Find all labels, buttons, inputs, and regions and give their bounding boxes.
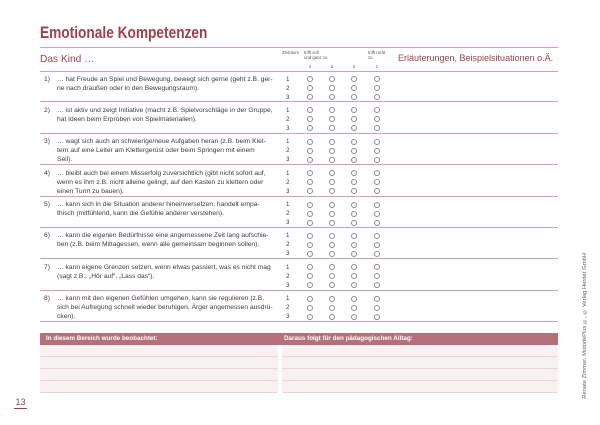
notes-cell <box>398 261 558 289</box>
page-number: 13 <box>15 397 26 407</box>
rating-radio-4[interactable] <box>307 179 313 185</box>
rating-radio-1[interactable] <box>374 211 380 217</box>
observed-field-line <box>40 357 278 369</box>
scale-value-1: 1 <box>375 64 379 69</box>
item-number: 2) <box>44 106 50 114</box>
rating-radio-3[interactable] <box>329 220 335 226</box>
rating-radio-3[interactable] <box>329 125 335 131</box>
item-number: 7) <box>44 263 50 271</box>
subject-heading: Das Kind … <box>40 53 95 65</box>
observed-field-line <box>40 369 278 381</box>
period-row-3 <box>283 312 383 321</box>
rating-radio-2[interactable] <box>351 202 357 208</box>
rating-radio-3[interactable] <box>329 314 335 320</box>
rating-radio-3[interactable] <box>329 188 335 194</box>
notes-cell <box>398 136 558 164</box>
item-2 <box>0 102 600 133</box>
period-label: 1 <box>286 263 290 271</box>
period-label: 2 <box>286 304 290 312</box>
rating-radio-3[interactable] <box>329 148 335 154</box>
period-row-3 <box>283 124 383 133</box>
item-statement: … ist aktiv und zeigt Initiative (macht z.B. Spielvorschläge in der Gruppe, hat Ideen beim Erproben von Spielmaterialien). <box>57 106 273 123</box>
rating-radio-2[interactable] <box>351 116 357 122</box>
period-row-2 <box>283 146 383 155</box>
period-column-header: Zeitraum <box>282 49 299 55</box>
period-row-3 <box>283 155 383 164</box>
rating-radio-1[interactable] <box>374 296 380 302</box>
rating-radio-2[interactable] <box>351 125 357 131</box>
item-number: 1) <box>44 75 50 83</box>
period-row-1 <box>283 200 383 209</box>
rating-radio-2[interactable] <box>351 139 357 145</box>
rating-radio-3[interactable] <box>329 76 335 82</box>
notes-cell <box>398 199 558 227</box>
rating-radio-4[interactable] <box>307 233 313 239</box>
period-row-3 <box>283 187 383 196</box>
item-number: 3) <box>44 138 50 146</box>
rating-radio-1[interactable] <box>374 139 380 145</box>
item-statement: … kann sich in die Situation anderer hineinversetzen, handelt empa- thisch (mitfühlend, kann die Gefühle anderer verstehen). <box>57 201 260 217</box>
summary-fields <box>40 345 558 393</box>
rating-radio-4[interactable] <box>307 107 313 113</box>
rating-radio-2[interactable] <box>351 233 357 239</box>
rating-radio-2[interactable] <box>351 94 357 100</box>
notes-cell <box>398 73 558 101</box>
notes-cell <box>398 293 558 321</box>
period-row-2 <box>283 209 383 218</box>
consequence-label: Daraus folgt für den pädagogischen Alltag: <box>284 335 413 342</box>
period-row-2 <box>283 115 383 124</box>
rating-radio-3[interactable] <box>329 273 335 279</box>
rating-radio-1[interactable] <box>374 233 380 239</box>
item-rule <box>40 321 558 322</box>
rating-radio-1[interactable] <box>374 179 380 185</box>
rating-radio-1[interactable] <box>374 94 380 100</box>
rating-radio-4[interactable] <box>307 148 313 154</box>
rating-radio-2[interactable] <box>351 282 357 288</box>
rating-radio-4[interactable] <box>307 296 313 302</box>
item-list <box>0 71 600 322</box>
rating-radio-2[interactable] <box>351 264 357 270</box>
period-row-1 <box>283 294 383 303</box>
scale-low-label: trifft nicht zu <box>368 49 386 60</box>
period-row-2 <box>283 178 383 187</box>
rating-radio-3[interactable] <box>329 233 335 239</box>
period-row-2 <box>283 240 383 249</box>
rating-radio-4[interactable] <box>307 264 313 270</box>
rating-radio-4[interactable] <box>307 202 313 208</box>
item-statement: … kann die eigenen Bedürfnisse eine angemessene Zeit lang aufschie- ben (z.B. beim Mittagessen, wenn alle gemeinsam beginnen sollen). <box>57 232 269 249</box>
rating-radio-4[interactable] <box>307 85 313 91</box>
period-row-1 <box>283 169 383 178</box>
item-number: 6) <box>44 232 50 240</box>
rating-radio-4[interactable] <box>307 76 313 82</box>
rating-radio-4[interactable] <box>307 305 313 311</box>
rating-radio-3[interactable] <box>329 305 335 311</box>
rating-radio-4[interactable] <box>307 157 313 163</box>
period-row-1 <box>283 137 383 146</box>
rating-radio-2[interactable] <box>351 314 357 320</box>
rating-radio-4[interactable] <box>307 314 313 320</box>
rating-radio-4[interactable] <box>307 273 313 279</box>
period-label: 1 <box>286 138 290 146</box>
consequence-field-line <box>282 357 558 369</box>
rating-radio-1[interactable] <box>374 76 380 82</box>
rating-radio-2[interactable] <box>351 211 357 217</box>
rating-radio-3[interactable] <box>329 107 335 113</box>
item-number: 8) <box>44 295 50 303</box>
rating-radio-1[interactable] <box>374 314 380 320</box>
notes-cell <box>398 104 558 132</box>
rating-radio-3[interactable] <box>329 202 335 208</box>
period-label: 2 <box>286 147 290 155</box>
rating-radio-1[interactable] <box>374 264 380 270</box>
consequence-field-line <box>282 369 558 381</box>
rating-radio-3[interactable] <box>329 170 335 176</box>
rating-radio-3[interactable] <box>329 94 335 100</box>
period-label: 3 <box>286 313 290 321</box>
period-row-3 <box>283 93 383 102</box>
period-label: 3 <box>286 93 290 101</box>
title-rule <box>40 47 558 48</box>
rating-radio-3[interactable] <box>329 211 335 217</box>
notes-column-header: Erläuterungen, Beispielsituationen o.Ä. <box>398 53 554 63</box>
rating-radio-3[interactable] <box>329 264 335 270</box>
period-label: 3 <box>286 124 290 132</box>
period-row-1 <box>283 75 383 84</box>
rating-radio-2[interactable] <box>351 170 357 176</box>
rating-radio-2[interactable] <box>351 242 357 248</box>
notes-cell <box>398 167 558 195</box>
rating-radio-4[interactable] <box>307 170 313 176</box>
item-6 <box>0 228 600 259</box>
rating-radio-3[interactable] <box>329 282 335 288</box>
rating-radio-2[interactable] <box>351 188 357 194</box>
period-label: 3 <box>286 219 290 226</box>
copyright-note: Renate Zimmer, MotorikPlus ©, © Verlag Herder GmbH <box>582 253 588 399</box>
period-label: 2 <box>286 84 290 92</box>
item-statement: … wagt sich auch an schwierige/neue Aufgaben heran (z.B. beim Klet- tern auf eine Leiter am Klettergerüst oder beim Springen mit einem Seil). <box>57 138 266 164</box>
rating-radio-2[interactable] <box>351 179 357 185</box>
rating-radio-1[interactable] <box>374 202 380 208</box>
rating-radio-4[interactable] <box>307 139 313 145</box>
period-label: 2 <box>286 178 290 186</box>
period-label: 1 <box>286 295 290 303</box>
observed-field-line <box>40 381 278 393</box>
item-number: 4) <box>44 169 50 177</box>
period-label: 3 <box>286 187 290 195</box>
rating-radio-4[interactable] <box>307 94 313 100</box>
rating-radio-3[interactable] <box>329 242 335 248</box>
period-row-3 <box>283 249 383 258</box>
item-3 <box>0 134 600 165</box>
period-row-3 <box>283 218 383 227</box>
item-5 <box>0 197 600 228</box>
rating-radio-1[interactable] <box>374 148 380 154</box>
item-statement: … kann eigene Grenzen setzen, wenn etwas passiert, was es nicht mag (sagt z.B.: „Hör auf“, „Lass das“). <box>57 263 271 280</box>
period-row-1 <box>283 231 383 240</box>
observed-label: In diesem Bereich wurde beobachtet: <box>46 335 158 342</box>
rating-radio-1[interactable] <box>374 282 380 288</box>
period-label: 3 <box>286 156 290 164</box>
rating-radio-4[interactable] <box>307 220 313 226</box>
rating-radio-3[interactable] <box>329 251 335 257</box>
rating-radio-1[interactable] <box>374 85 380 91</box>
scale-value-3: 3 <box>330 64 334 69</box>
rating-radio-3[interactable] <box>329 85 335 91</box>
item-8 <box>0 291 600 322</box>
item-number: 5) <box>44 201 50 208</box>
rating-radio-2[interactable] <box>351 273 357 279</box>
period-label: 2 <box>286 241 290 249</box>
rating-radio-4[interactable] <box>307 242 313 248</box>
rating-radio-2[interactable] <box>351 305 357 311</box>
rating-radio-2[interactable] <box>351 251 357 257</box>
rating-radio-1[interactable] <box>374 305 380 311</box>
period-row-2 <box>283 84 383 93</box>
rating-radio-1[interactable] <box>374 220 380 226</box>
period-label: 3 <box>286 281 290 289</box>
summary-banner <box>40 333 558 345</box>
rating-radio-3[interactable] <box>329 296 335 302</box>
rating-radio-2[interactable] <box>351 296 357 302</box>
item-7 <box>0 259 600 290</box>
rating-radio-3[interactable] <box>329 179 335 185</box>
rating-radio-3[interactable] <box>329 139 335 145</box>
period-row-3 <box>283 281 383 290</box>
rating-radio-1[interactable] <box>374 157 380 163</box>
rating-radio-1[interactable] <box>374 125 380 131</box>
rating-radio-1[interactable] <box>374 170 380 176</box>
scale-high-label: trifft voll und ganz zu <box>304 49 328 60</box>
period-row-2 <box>283 272 383 281</box>
rating-radio-2[interactable] <box>351 157 357 163</box>
rating-radio-4[interactable] <box>307 282 313 288</box>
rating-radio-1[interactable] <box>374 251 380 257</box>
rating-radio-4[interactable] <box>307 211 313 217</box>
period-row-1 <box>283 106 383 115</box>
rating-radio-1[interactable] <box>374 116 380 122</box>
rating-radio-3[interactable] <box>329 157 335 163</box>
period-label: 2 <box>286 210 290 217</box>
rating-radio-2[interactable] <box>351 220 357 226</box>
observed-field-line <box>40 345 278 357</box>
rating-radio-4[interactable] <box>307 125 313 131</box>
period-label: 3 <box>286 250 290 258</box>
rating-radio-3[interactable] <box>329 116 335 122</box>
item-statement: … kann mit den eigenen Gefühlen umgehen, kann sie regulieren (z.B. sich bei Aufregung schnell wieder beruhigen, Ärger angemessen ausdrü- cken). <box>57 295 273 321</box>
rating-radio-4[interactable] <box>307 188 313 194</box>
rating-radio-2[interactable] <box>351 85 357 91</box>
item-1 <box>0 71 600 102</box>
consequence-field-line <box>282 381 558 393</box>
rating-radio-2[interactable] <box>351 76 357 82</box>
period-label: 1 <box>286 106 290 114</box>
rating-radio-2[interactable] <box>351 107 357 113</box>
consequence-field-line <box>282 345 558 357</box>
item-statement: … hat Freude an Spiel und Bewegung, bewegt sich gerne (geht z.B. ger- ne nach draußen oder in den Bewegungsraum). <box>57 75 273 92</box>
period-row-1 <box>283 263 383 272</box>
rating-radio-2[interactable] <box>351 148 357 154</box>
rating-radio-1[interactable] <box>374 273 380 279</box>
period-label: 1 <box>286 201 290 208</box>
period-label: 1 <box>286 169 290 177</box>
period-label: 2 <box>286 115 290 123</box>
period-label: 1 <box>286 232 290 240</box>
period-row-2 <box>283 303 383 312</box>
period-label: 1 <box>286 75 290 83</box>
rating-radio-4[interactable] <box>307 116 313 122</box>
rating-radio-1[interactable] <box>374 107 380 113</box>
scale-value-4: 4 <box>308 64 312 69</box>
period-label: 2 <box>286 272 290 280</box>
scale-value-2: 2 <box>352 64 356 69</box>
rating-radio-1[interactable] <box>374 242 380 248</box>
rating-radio-1[interactable] <box>374 188 380 194</box>
page-title: Emotionale Kompetenzen <box>40 24 208 42</box>
rating-radio-4[interactable] <box>307 251 313 257</box>
notes-cell <box>398 230 558 258</box>
item-statement: … bleibt auch bei einem Misserfolg zuversichtlich (gibt nicht sofort auf, wenn es ihm z.B. nicht alleine gelingt, auf den Kasten zu klettern oder einen Turm zu bauen). <box>57 169 266 195</box>
item-4 <box>0 165 600 196</box>
